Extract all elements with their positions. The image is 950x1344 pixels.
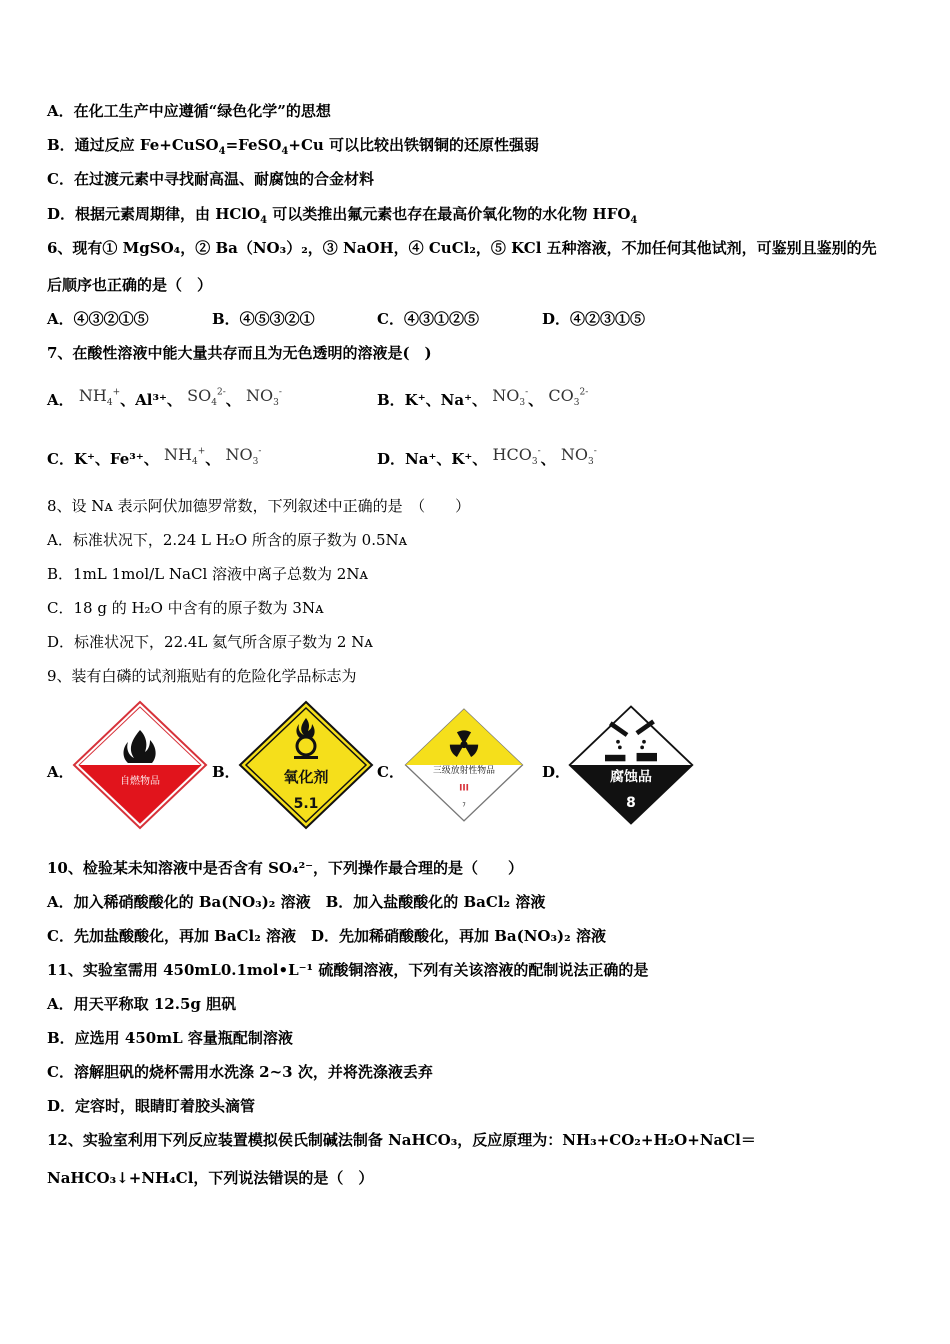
q7-option-a: A． $NH_4^+$、Al³⁺、 $SO_4^{2-}$、 $NO_3^-$ [47, 386, 282, 409]
q8-option-d: D．标准状况下，22.4L 氦气所含原子数为 2 Nᴀ [47, 633, 373, 651]
sign-a-text: 自燃物品 [120, 776, 160, 787]
q8-option-c: C．18 g 的 H₂O 中含有的原子数为 3Nᴀ [47, 599, 324, 617]
q6-stem-line2: 后顺序也正确的是（ ） [47, 276, 213, 294]
q12-stem-line2: NaHCO₃↓+NH₄Cl，下列说法错误的是（ ） [47, 1169, 374, 1187]
sign-c-number: 7 [462, 802, 466, 809]
ion-nh4: $NH_4^+$ [78, 386, 121, 409]
q6-stem-line1: 6、现有① MgSO₄，② Ba（NO₃）₂，③ NaOH，④ CuCl₂，⑤ KCl 五种溶液，不加任何其他试剂，可鉴别且鉴别的先 [47, 239, 877, 257]
ion-co3: $CO_3^{2-}$ [548, 386, 589, 409]
q8-option-b: B．1mL 1mol/L NaCl 溶液中离子总数为 2Nᴀ [47, 565, 368, 583]
q5-option-d: D．根据元素周期律，由 HClO$_4$ 可以类推出氟元素也存在最高价氧化物的水化物 $HFO_4$ [47, 205, 638, 226]
q10-options-ab: A．加入稀硝酸酸化的 Ba(NO₃)₂ 溶液 B．加入盐酸酸化的 BaCl₂ 溶液 [47, 893, 546, 911]
q11-stem: 11、实验室需用 450mL0.1mol•L⁻¹ 硫酸铜溶液，下列有关该溶液的配制说法正确的是 [47, 961, 649, 979]
q6-option-c: C．④③①②⑤ [377, 310, 479, 328]
q7-option-d: D．Na⁺、K⁺、 $HCO_3^-$、 $NO_3^-$ [377, 445, 597, 468]
q6-option-b: B．④⑤③②① [212, 310, 315, 328]
q9-label-a: A． [47, 763, 74, 781]
q7-option-b: B．K⁺、Na⁺、 $NO_3^-$、 $CO_3^{2-}$ [377, 386, 589, 409]
sign-d-text: 腐蚀品 [610, 768, 652, 785]
q5-option-c: C．在过渡元素中寻找耐高温、耐腐蚀的合金材料 [47, 170, 374, 188]
corrosive-sign [566, 700, 696, 830]
ion-hco3: $HCO_3^-$ [492, 445, 541, 468]
q5-option-a: A．在化工生产中应遵循“绿色化学”的思想 [47, 102, 331, 120]
q11-option-b: B．应选用 450mL 容量瓶配制溶液 [47, 1029, 293, 1047]
q6-option-a: A．④③②①⑤ [47, 310, 149, 328]
sign-d-number: 8 [626, 794, 636, 811]
ion-nh4: $NH_4^+$ [164, 445, 206, 468]
sign-c-roman: III [459, 783, 469, 794]
q9-stem: 9、装有白磷的试剂瓶贴有的危险化学品标志为 [47, 667, 357, 685]
q9-label-b: B． [212, 763, 240, 781]
spontaneous-combustion-sign [70, 700, 210, 830]
q12-stem-line1: 12、实验室利用下列反应装置模拟侯氏制碱法制备 NaHCO₃，反应原理为：NH₃+CO₂+H₂O+NaCl＝ [47, 1131, 756, 1149]
q11-option-c: C．溶解胆矾的烧杯需用水洗涤 2~3 次，并将洗涤液丢弃 [47, 1063, 433, 1081]
q8-option-a: A．标准状况下，2.24 L H₂O 所含的原子数为 0.5Nᴀ [47, 531, 408, 549]
sign-b-text: 氧化剂 [283, 768, 329, 786]
q9-label-d: D． [542, 763, 571, 781]
ion-no3: $NO_3^-$ [492, 386, 529, 409]
q11-option-a: A．用天平称取 12.5g 胆矾 [47, 995, 237, 1013]
q10-stem: 10、检验某未知溶液中是否含有 SO₄²⁻，下列操作最合理的是（ ） [47, 859, 524, 877]
q7-stem: 7、在酸性溶液中能大量共存而且为无色透明的溶液是( ) [47, 344, 432, 362]
q6-option-d: D．④②③①⑤ [542, 310, 646, 328]
sign-c-text: 三级放射性物品 [433, 765, 495, 776]
ion-no3: $NO_3^-$ [225, 445, 262, 468]
q9-label-c: C． [377, 763, 404, 781]
q10-options-cd: C．先加盐酸酸化，再加 BaCl₂ 溶液 D．先加稀硝酸酸化，再加 Ba(NO₃)₂ 溶液 [47, 927, 606, 945]
sign-b-number: 5.1 [293, 796, 319, 812]
q11-option-d: D．定容时，眼睛盯着胶头滴管 [47, 1097, 256, 1115]
ion-so4: $SO_4^{2-}$ [187, 386, 226, 409]
q8-stem: 8、设 Nᴀ 表示阿伏加德罗常数，下列叙述中正确的是 （ ） [47, 497, 471, 515]
q5-option-b: B．通过反应 Fe+CuSO$_4$=FeSO$_4$+Cu 可以比较出铁钢铜的还原性强弱 [47, 136, 540, 157]
ion-no3: $NO_3^-$ [246, 386, 282, 409]
q7-option-c: C．K⁺、Fe³⁺、 $NH_4^+$、 $NO_3^-$ [47, 445, 262, 468]
oxidizer-sign [236, 700, 376, 830]
radioactive-sign [402, 700, 526, 830]
ion-no3: $NO_3^-$ [560, 445, 597, 468]
